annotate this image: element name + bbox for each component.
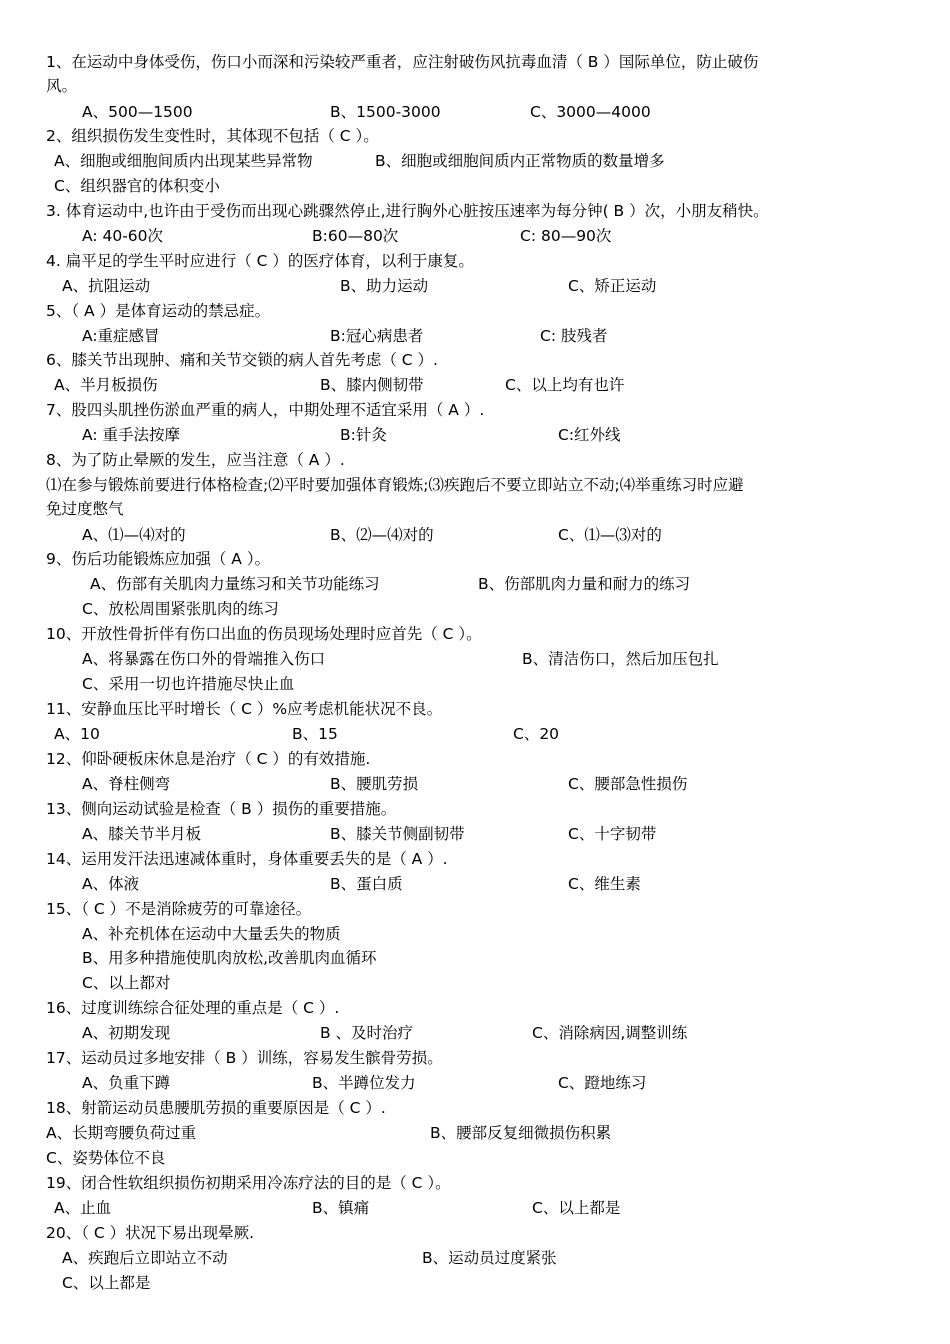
question-16-stem: 16、过度训练综合征处理的重点是（ C ）.	[46, 999, 340, 1017]
question-4-option-c: C、矫正运动	[568, 277, 657, 295]
question-8-conditions: ⑴在参与锻炼前要进行体格检查;⑵平时要加强体育锻炼;⑶疾跑后不要立即站立不动;⑷举重练习时应避	[46, 476, 744, 494]
question-14-option-b: B、蛋白质	[330, 875, 403, 893]
question-8-stem: 8、为了防止晕厥的发生，应当注意（ A ）.	[46, 451, 345, 469]
question-11-option-a: A、10	[54, 725, 100, 743]
question-6-option-b: B、膝内侧韧带	[320, 376, 424, 394]
question-1-option-a: A、500—1500	[82, 103, 193, 121]
question-20-option-c: C、以上都是	[62, 1274, 151, 1292]
question-6-option-a: A、半月板损伤	[54, 376, 158, 394]
question-19-option-a: A、止血	[54, 1199, 112, 1217]
question-10-stem: 10、开放性骨折伴有伤口出血的伤员现场处理时应首先（ C ）。	[46, 625, 482, 643]
question-19-option-b: B、镇痛	[312, 1199, 370, 1217]
question-16-option-b: B 、及时治疗	[320, 1024, 414, 1042]
question-8-conditions-cont: 免过度憋气	[46, 500, 124, 518]
question-15-option-c: C、以上都对	[82, 974, 171, 992]
question-12-option-c: C、腰部急性损伤	[568, 775, 688, 793]
question-3-stem: 3. 体育运动中,也许由于受伤而出现心跳骤然停止,进行胸外心脏按压速率为每分钟( B ）次，小朋友稍快。	[46, 202, 769, 220]
question-7-option-c: C:红外线	[558, 426, 621, 444]
question-13-stem: 13、侧向运动试验是检查（ B ）损伤的重要措施。	[46, 800, 397, 818]
question-9-stem: 9、伤后功能锻炼应加强（ A ）。	[46, 550, 271, 568]
question-7-option-a: A: 重手法按摩	[82, 426, 180, 444]
question-5-option-b: B:冠心病患者	[330, 327, 424, 345]
question-4-stem: 4. 扁平足的学生平时应进行（ C ）的医疗体育，以利于康复。	[46, 252, 474, 270]
question-10-option-b: B、清洁伤口，然后加压包扎	[522, 650, 719, 668]
question-18-option-b: B、腰部反复细微损伤积累	[430, 1124, 612, 1142]
question-17-stem: 17、运动员过多地安排（ B ）训练，容易发生髌骨劳损。	[46, 1049, 443, 1067]
question-1-option-b: B、1500-3000	[330, 103, 441, 121]
question-11-stem: 11、安静血压比平时增长（ C ）%应考虑机能状况不良。	[46, 700, 443, 718]
question-19-stem: 19、闭合性软组织损伤初期采用冷冻疗法的目的是（ C ）。	[46, 1174, 451, 1192]
question-6-stem: 6、膝关节出现肿、痛和关节交锁的病人首先考虑（ C ）.	[46, 351, 438, 369]
question-1-stem-cont: 风。	[46, 77, 78, 95]
question-7-option-b: B:针灸	[340, 426, 387, 444]
question-13-option-a: A、膝关节半月板	[82, 825, 202, 843]
question-11-option-c: C、20	[513, 725, 560, 743]
question-8-option-a: A、⑴—⑷对的	[82, 526, 186, 544]
question-9-option-a: A、伤部有关肌肉力量练习和关节功能练习	[90, 575, 380, 593]
question-5-stem: 5、（ A ）是体育运动的禁忌症。	[46, 302, 271, 320]
question-19-option-c: C、以上都是	[532, 1199, 621, 1217]
question-18-stem: 18、射箭运动员患腰肌劳损的重要原因是（ C ）.	[46, 1099, 386, 1117]
question-2-option-a: A、细胞或细胞间质内出现某些异常物	[54, 152, 313, 170]
question-5-option-c: C: 肢残者	[540, 327, 608, 345]
question-12-option-a: A、脊柱侧弯	[82, 775, 171, 793]
question-20-stem: 20、（ C ）状况下易出现晕厥.	[46, 1224, 255, 1242]
question-4-option-a: A、抗阻运动	[62, 277, 151, 295]
question-13-option-b: B、膝关节侧副韧带	[330, 825, 465, 843]
question-17-option-b: B、半蹲位发力	[312, 1074, 416, 1092]
question-15-option-b: B、用多种措施使肌肉放松,改善肌肉血循环	[82, 949, 377, 967]
question-17-option-a: A、负重下蹲	[82, 1074, 171, 1092]
question-10-option-a: A、将暴露在伤口外的骨端推入伤口	[82, 650, 326, 668]
question-9-option-b: B、伤部肌肉力量和耐力的练习	[478, 575, 691, 593]
question-5-option-a: A:重症感冒	[82, 327, 160, 345]
question-7-stem: 7、股四头肌挫伤淤血严重的病人，中期处理不适宜采用（ A ）.	[46, 401, 485, 419]
question-14-option-c: C、维生素	[568, 875, 641, 893]
question-1-stem: 1、在运动中身体受伤，伤口小而深和污染较严重者，应注射破伤风抗毒血清（ B ）国际单位，防止破伤	[46, 53, 759, 71]
question-3-option-b: B:60—80次	[312, 227, 399, 245]
question-2-option-c: C、组织器官的体积变小	[54, 177, 220, 195]
question-12-option-b: B、腰肌劳损	[330, 775, 419, 793]
question-16-option-a: A、初期发现	[82, 1024, 171, 1042]
question-3-option-c: C: 80—90次	[520, 227, 612, 245]
question-4-option-b: B、助力运动	[340, 277, 429, 295]
question-10-option-c: C、采用一切也许措施尽快止血	[82, 675, 295, 693]
question-16-option-c: C、消除病因,调整训练	[532, 1024, 688, 1042]
question-15-stem: 15、（ C ）不是消除疲劳的可靠途径。	[46, 900, 312, 918]
question-18-option-a: A、长期弯腰负荷过重	[46, 1124, 197, 1142]
question-6-option-c: C、以上均有也许	[505, 376, 625, 394]
question-14-stem: 14、运用发汗法迅速减体重时，身体重要丢失的是（ A ）.	[46, 850, 448, 868]
question-3-option-a: A: 40-60次	[82, 227, 164, 245]
question-20-option-b: B、运动员过度紧张	[422, 1249, 557, 1267]
question-17-option-c: C、蹬地练习	[558, 1074, 647, 1092]
question-8-option-c: C、⑴—⑶对的	[558, 526, 662, 544]
question-20-option-a: A、疾跑后立即站立不动	[62, 1249, 228, 1267]
question-11-option-b: B、15	[292, 725, 338, 743]
question-18-option-c: C、姿势体位不良	[46, 1149, 166, 1167]
question-9-option-c: C、放松周围紧张肌肉的练习	[82, 600, 279, 618]
question-2-option-b: B、细胞或细胞间质内正常物质的数量增多	[375, 152, 665, 170]
question-15-option-a: A、补充机体在运动中大量丢失的物质	[82, 925, 341, 943]
question-8-option-b: B、⑵—⑷对的	[330, 526, 434, 544]
question-1-option-c: C、3000—4000	[530, 103, 651, 121]
question-13-option-c: C、十字韧带	[568, 825, 657, 843]
question-14-option-a: A、体液	[82, 875, 140, 893]
question-2-stem: 2、组织损伤发生变性时，其体现不包括（ C ）。	[46, 127, 379, 145]
question-12-stem: 12、仰卧硬板床休息是治疗（ C ）的有效措施.	[46, 750, 371, 768]
